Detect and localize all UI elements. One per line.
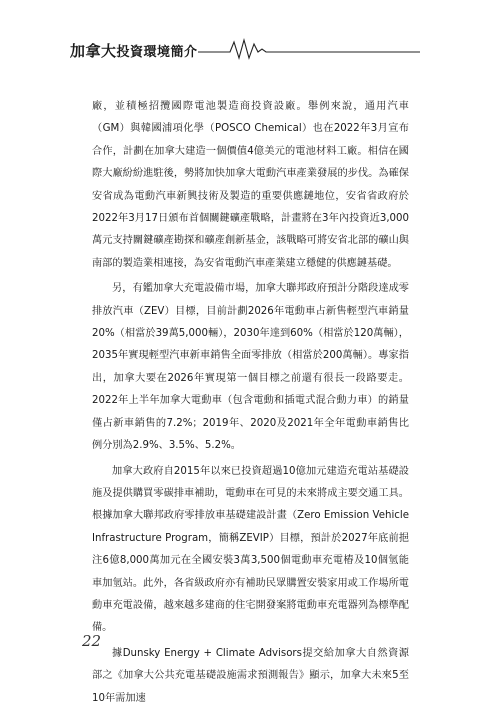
paragraph-1: 廠，並積極招攬國際電池製造商投資設廠。舉例來說，通用汽車（GM）與韓國浦項化學（POSCO Chemical）也在2022年3月宣布合作，計劃在加拿大建造一個價值4億美元的電池材料工廠。相信在國際大廠紛紛進駐後，勢將加快加拿大電動汽車產業發展的步伐。為確保安省成為電動汽車新興技術及製造的重要供應鏈地位，安省省政府於2022年3月17日頒布首個關鍵礦產戰略，計畫將在3年內投資近3,000萬元支持關鍵礦產勘探和礦產創新基金，該戰略可將安省北部的礦山與南部的製造業相連接，為安省電動汽車產業建立穩健的供應鏈基礎。 — [92, 101, 409, 269]
paragraph-4: 據Dunsky Energy + Climate Advisors提交給加拿大自然資源部之《加拿大公共充電基礎設施需求預測報告》顯示，加拿大未來5至10年需加速 — [92, 647, 409, 704]
running-header — [70, 36, 420, 60]
document-body — [92, 96, 409, 713]
header-heartbeat-line — [70, 36, 420, 60]
paragraph-2: 另，有鑑加拿大充電設備市場，加拿大聯邦政府預計分階段達成零排放汽車（ZEV）目標，目前計劃2026年電動車占新售輕型汽車銷量20%（相當於39萬5,000輛），2030年達到60%（相當於120萬輛），2035年實現輕型汽車新車銷售全面零排放（相當於200萬輛）。專家指出，加拿大要在2026年實現第一個目標之前還有很長一段路要走。2022年上半年加拿大電動車（包含電動和插電式混合動力車）的銷量僅占新車銷售的7.2%；2019年、2020及2021年全年電動車銷售比例分別為2.9%、3.5%、5.2%。 — [92, 283, 409, 452]
header-title-main: 加拿大 — [70, 42, 117, 60]
page-number: 22 — [82, 632, 102, 650]
paragraph-3: 加拿大政府自2015年以來已投資超過10億加元建造充電站基礎設施及提供購買零碳排車補助，電動車在可見的未來將成主要交通工具。根據加拿大聯邦政府零排放車基礎建設計畫（Zero Emission Vehicle Infrastructure Program，簡稱ZEVIP）目標，預計於2027年底前挹注6億8,000萬加元在全國安裝3萬3,500個電動車充電樁及10個氫能車加氫站。此外，各省級政府亦有補助民眾購置安裝家用或工作場所電動車充電設備，越來越多建商的住宅開發案將電動車充電器列為標準配備。 — [92, 465, 409, 634]
header-title-sub: 投資環境簡介 — [116, 45, 198, 60]
